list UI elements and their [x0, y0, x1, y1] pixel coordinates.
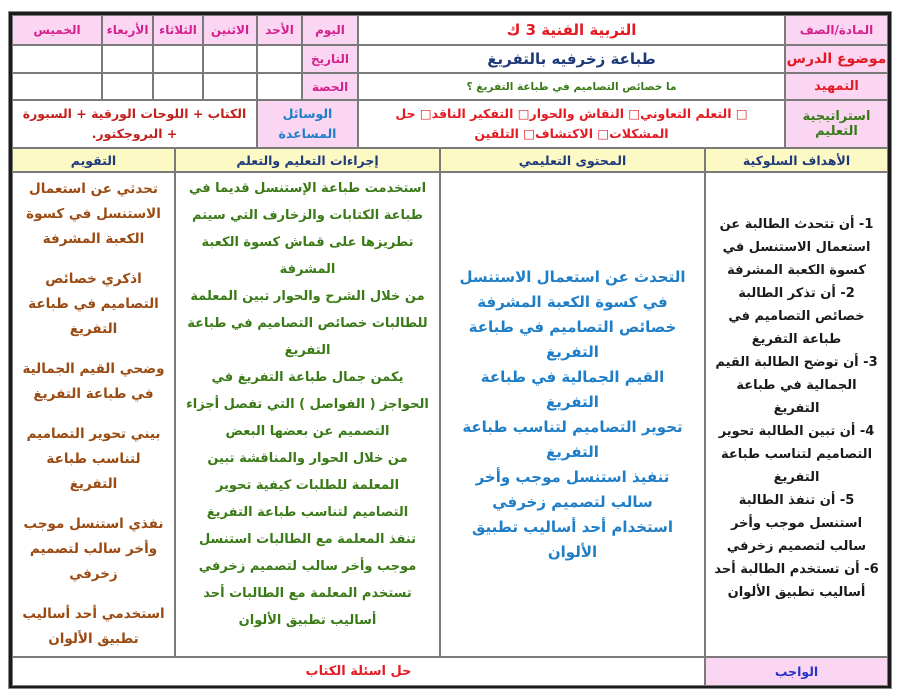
procedure-item: من خلال الحوار والمناقشة تبين المعلمة للطلبات كيفية تحوير التصاميم لتناسب طباعة التفريغ: [206, 451, 409, 520]
header-content: المحتوى التعليمي: [440, 148, 705, 172]
date-cell-thursday[interactable]: [12, 45, 102, 73]
header-objectives: الأهداف السلوكية: [705, 148, 888, 172]
date-cell-sunday[interactable]: [257, 45, 302, 73]
content-item: استخدام أحد أساليب تطبيق الألوان: [471, 517, 674, 561]
objective-item: 3- أن توضح الطالبة القيم الجمالية في طباعة التفريغ: [715, 355, 878, 416]
evaluation-item: استخدمي أحد أساليب تطبيق الألوان: [22, 606, 165, 647]
objective-item: 6- أن تستخدم الطالبة أحد أساليب تطبيق الألوان: [714, 562, 879, 600]
evaluation-list: [12, 172, 175, 657]
period-cell-tuesday[interactable]: [153, 73, 203, 100]
header-procedures: إجراءات التعليم والتعلم: [175, 148, 440, 172]
day-thursday: الخميس: [12, 15, 102, 45]
procedure-item: تستخدم المعلمة مع الطالبات أحد أساليب تطبيق الألوان: [203, 586, 412, 628]
date-cell-tuesday[interactable]: [153, 45, 203, 73]
aids-value: الكتاب + اللوحات الورقية + السبورة + البروجكتور.: [12, 100, 257, 148]
date-cell-monday[interactable]: [203, 45, 257, 73]
header-evaluation: التقويم: [12, 148, 175, 172]
period-cell-monday[interactable]: [203, 73, 257, 100]
day-wednesday: الأربعاء: [102, 15, 153, 45]
day-tuesday: الثلاثاء: [153, 15, 203, 45]
evaluation-item: اذكري خصائص التصاميم في طباعة التفريغ: [28, 271, 159, 337]
evaluation-item: نفذي استنسل موجب وأخر سالب لتصميم زخرفي: [23, 516, 164, 582]
intro-value: ما خصائص التصاميم في طباعة التفريغ ؟: [358, 73, 785, 100]
date-label: التاريخ: [302, 45, 358, 73]
content-item: القيم الجمالية في طباعة التفريغ: [480, 367, 665, 411]
aids-label: الوسائل المساعدة: [257, 100, 358, 148]
evaluation-item: بيني تحوير التصاميم لتناسب طباعة التفريغ: [26, 426, 161, 492]
procedure-item: استخدمت طباعة الإستنسل قديما في طباعة الكتابات والزخارف التي سيتم تطريزها على قماش كسوة الكعبة المشرفة: [188, 181, 427, 277]
subject-label: المادة/الصف: [785, 15, 888, 45]
strategy-label: استراتيجية التعليم: [785, 100, 888, 148]
objectives-list: [705, 172, 888, 657]
content-list: [440, 172, 705, 657]
period-cell-thursday[interactable]: [12, 73, 102, 100]
objective-item: 2- أن تذكر الطالبة خصائص التصاميم في طباعة التفريغ: [728, 286, 865, 347]
procedures-list: [175, 172, 440, 657]
objective-item: 1- أن تتحدث الطالبة عن استعمال الاستنسل في كسوة الكعبة المشرفة: [719, 217, 874, 278]
objective-item: 5- أن تنفذ الطالبة استنسل موجب وأخر سالب لتصميم زخرفي: [726, 493, 867, 554]
homework-label: الواجب: [705, 657, 888, 686]
topic-value: طباعة زخرفيه بالتفريغ: [358, 45, 785, 73]
evaluation-item: وضحي القيم الجمالية في طباعة التفريغ: [22, 361, 165, 402]
content-item: التحدث عن استعمال الاستنسل في كسوة الكعبة المشرفة: [459, 267, 686, 311]
content-item: تنفيذ استنسل موجب وأخر سالب لتصميم زخرفي: [475, 467, 670, 511]
procedure-item: تنفذ المعلمة مع الطالبات استنسل موجب وأخر سالب لتصميم زخرفي: [198, 532, 417, 574]
homework-value: حل اسئلة الكتاب: [12, 657, 705, 686]
objective-item: 4- أن تبين الطالبة تحوير التصاميم لتناسب طباعة التفريغ: [718, 424, 875, 485]
strategy-value: □ التعلم التعاوني□ النقاش والحوار□ التفكير الناقد□ حل المشكلات□ الاكتشاف□ التلقين: [358, 100, 785, 148]
date-cell-wednesday[interactable]: [102, 45, 153, 73]
period-cell-wednesday[interactable]: [102, 73, 153, 100]
day-label: اليوم: [302, 15, 358, 45]
procedure-item: من خلال الشرح والحوار تبين المعلمة للطالبات خصائص التصاميم في طباعة التفريغ: [187, 289, 428, 358]
intro-label: التمهيد: [785, 73, 888, 100]
day-sunday: الأحد: [257, 15, 302, 45]
content-item: تحوير التصاميم لتناسب طباعة التفريغ: [462, 417, 683, 461]
day-monday: الاثنين: [203, 15, 257, 45]
topic-label: موضوع الدرس: [785, 45, 888, 73]
evaluation-item: تحدثي عن استعمال الاستنسل في كسوة الكعبة المشرفة: [26, 181, 161, 247]
period-label: الحصة: [302, 73, 358, 100]
content-item: خصائص التصاميم في طباعة التفريغ: [468, 317, 677, 361]
period-cell-sunday[interactable]: [257, 73, 302, 100]
subject-value: التربية الفنية 3 ك: [358, 15, 785, 45]
procedure-item: يكمن جمال طباعة التفريغ في الحواجز ( الفواصل ) التي تفصل أجزاء التصميم عن بعضها البعض: [186, 370, 429, 439]
